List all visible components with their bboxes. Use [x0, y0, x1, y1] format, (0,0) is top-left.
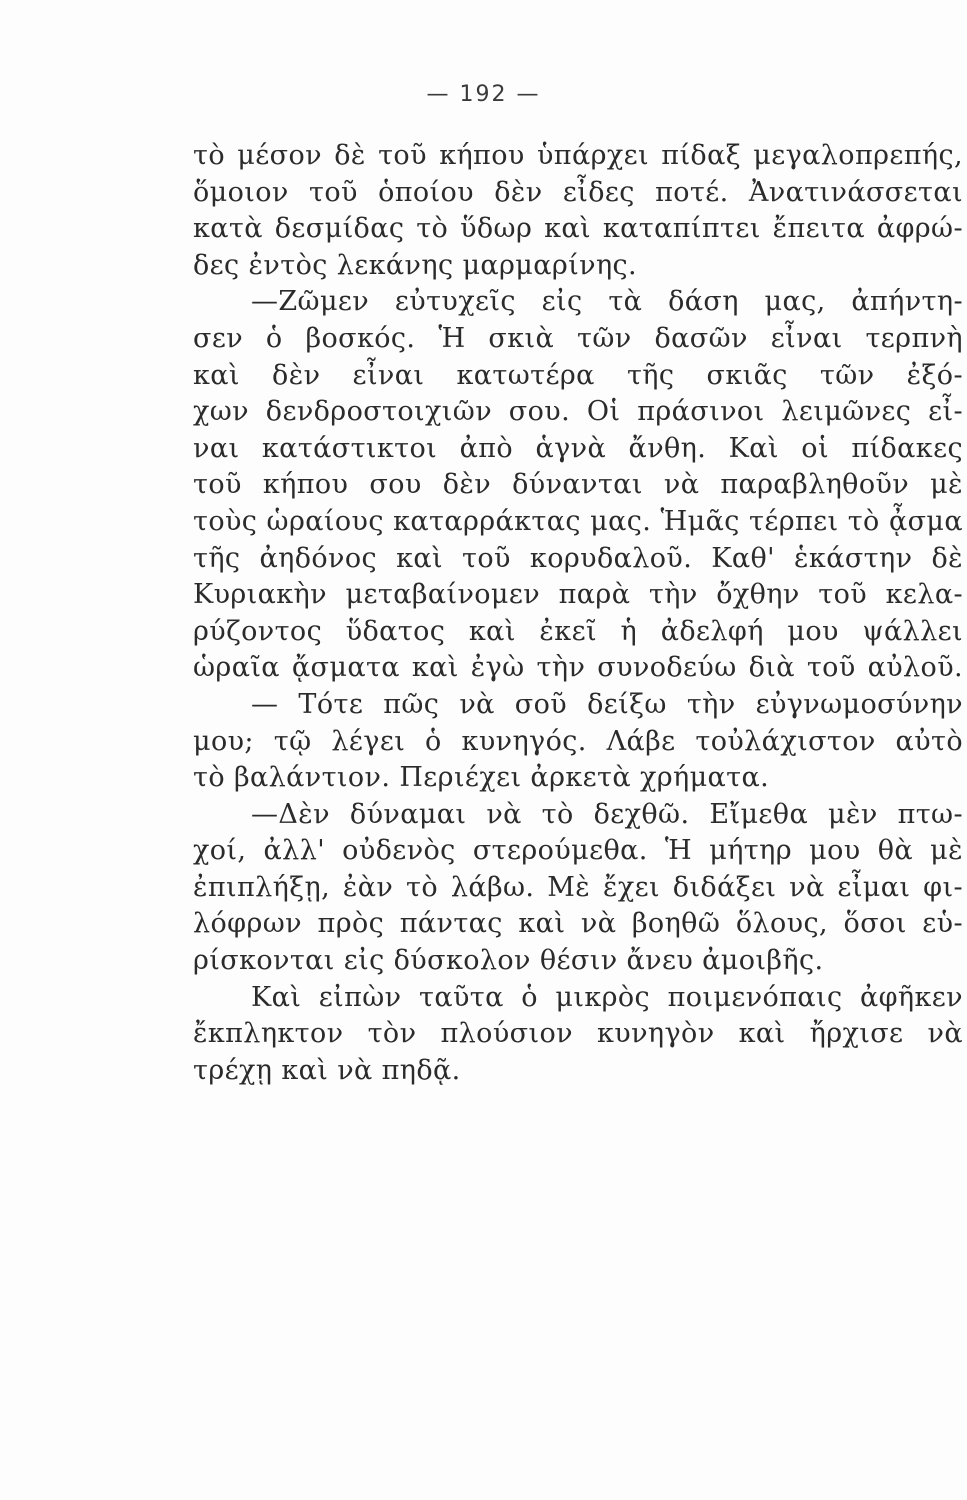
text-line: καὶ δὲν εἶναι κατωτέρα τῆς σκιᾶς τῶν ἐξό-: [193, 359, 963, 391]
text-line: — Τότε πῶς νὰ σοῦ δείξω τὴν εὐγνωμοσύνην: [251, 688, 963, 720]
text-line: τῆς ἀηδόνος καὶ τοῦ κορυδαλοῦ. Καθ' ἑκάστην δὲ: [193, 542, 963, 574]
body-text: [193, 138, 963, 1089]
text-line: μου; τῷ λέγει ὁ κυνηγός. Λάβε τοὐλάχιστον αὐτὸ: [193, 725, 963, 757]
text-line: τὸ μέσον δὲ τοῦ κήπου ὑπάρχει πίδαξ μεγαλοπρεπής,: [193, 140, 963, 171]
text-line: —Δὲν δύναμαι νὰ τὸ δεχθῶ. Εἴμεθα μὲν πτω-: [251, 798, 963, 830]
page-number: — 192 —: [426, 82, 541, 107]
text-line: χων δενδροστοιχιῶν σου. Οἱ πράσινοι λειμῶνες εἶ-: [193, 396, 963, 428]
text-line: τὸ βαλάντιον. Περιέχει ἀρκετὰ χρήματα.: [193, 762, 770, 794]
text-line: λόφρων πρὸς πάντας καὶ νὰ βοηθῶ ὅλους, ὅσοι εὑ-: [193, 908, 963, 940]
text-line: ρύζοντος ὕδατος καὶ ἐκεῖ ἡ ἀδελφή μου ψάλλει: [193, 615, 963, 647]
text-line: ὅμοιον τοῦ ὁποίου δὲν εἶδες ποτέ. Ἀνατινάσσεται: [193, 176, 963, 208]
text-line: Κυριακὴν μεταβαίνομεν παρὰ τὴν ὄχθην τοῦ κελα-: [193, 579, 963, 611]
text-line: τρέχῃ καὶ νὰ πηδᾷ.: [193, 1054, 461, 1086]
text-line: ὡραῖα ᾄσματα καὶ ἐγὼ τὴν συνοδεύω διὰ τοῦ αὐλοῦ.: [193, 652, 963, 684]
text-line: Καὶ εἰπὼν ταῦτα ὁ μικρὸς ποιμενόπαις ἀφῆκεν: [251, 981, 963, 1013]
text-line: τοῦ κήπου σου δὲν δύνανται νὰ παραβληθοῦν μὲ: [193, 469, 963, 501]
text-line: σεν ὁ βοσκός. Ἡ σκιὰ τῶν δασῶν εἶναι τερπνὴ: [193, 322, 963, 354]
text-line: ἔκπληκτον τὸν πλούσιον κυνηγὸν καὶ ἤρχισε νὰ: [193, 1018, 963, 1050]
text-line: κατὰ δεσμίδας τὸ ὕδωρ καὶ καταπίπτει ἔπειτα ἀφρώ-: [193, 213, 963, 245]
text-line: ρίσκονται εἰς δύσκολον θέσιν ἄνευ ἀμοιβῆς.: [193, 945, 824, 977]
text-line: δες ἐντὸς λεκάνης μαρμαρίνης.: [193, 249, 638, 281]
text-line: ἐπιπλήξῃ, ἐὰν τὸ λάβω. Μὲ ἔχει διδάξει νὰ εἶμαι φι-: [193, 871, 963, 903]
text-line: ναι κατάστικτοι ἀπὸ ἁγνὰ ἄνθη. Καὶ οἱ πίδακες: [193, 432, 963, 464]
text-line: —Ζῶμεν εὐτυχεῖς εἰς τὰ δάση μας, ἀπήντη-: [251, 286, 963, 318]
text-line: χοί, ἀλλ' οὐδενὸς στερούμεθα. Ἡ μήτηρ μου θὰ μὲ: [193, 835, 963, 867]
text-line: τοὺς ὡραίους καταρράκτας μας. Ἡμᾶς τέρπει τὸ ᾆσμα: [193, 505, 963, 537]
